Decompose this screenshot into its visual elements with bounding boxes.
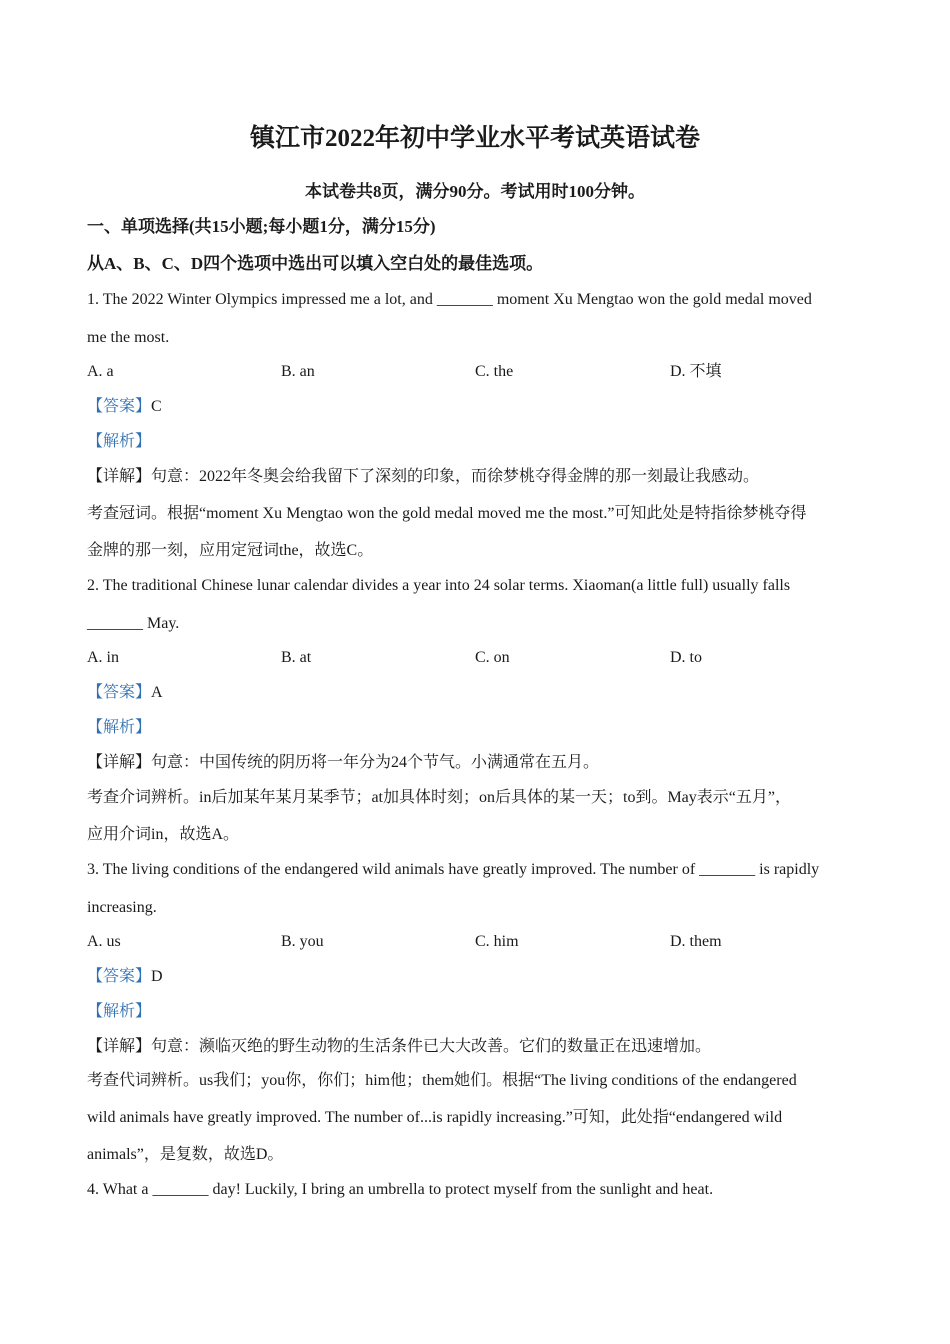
question-1-option-a: A. a	[87, 363, 114, 380]
question-4-stem-line-1: 4. What a _______ day! Luckily, I bring an umbrella to protect myself from the sunlight and heat.	[87, 1181, 714, 1198]
question-2-detail-line-3: 应用介词in，故选A。	[87, 826, 240, 843]
question-3-detail-line-2: 考查代词辨析。us我们；you你，你们；him他；them她们。根据“The living conditions of the endangered	[87, 1072, 797, 1089]
question-2-analysis-label: 【解析】	[87, 719, 152, 736]
question-1-analysis-label: 【解析】	[87, 433, 152, 450]
question-1-stem-line-2: me the most.	[87, 329, 170, 346]
question-3-answer	[87, 966, 163, 988]
question-1-option-c: C. the	[475, 363, 514, 380]
question-3-option-a: A. us	[87, 933, 121, 950]
question-2-option-a: A. in	[87, 649, 119, 666]
question-2-stem-line-2: _______ May.	[87, 615, 180, 632]
question-2-detail-line-1: 【详解】句意：中国传统的阴历将一年分为24个节气。小满通常在五月。	[87, 754, 600, 771]
answer-value: C	[151, 398, 162, 415]
page-title: 镇江市2022年初中学业水平考试英语试卷	[249, 125, 700, 152]
answer-label: 【答案】	[87, 398, 152, 415]
question-1-option-b: B. an	[281, 363, 315, 380]
question-1-answer	[87, 396, 162, 418]
question-2-option-d: D. to	[670, 649, 702, 666]
question-2-answer	[87, 682, 163, 704]
answer-value: D	[151, 968, 163, 985]
question-3-detail-line-4: animals”，是复数，故选D。	[87, 1146, 284, 1163]
answer-value: A	[151, 684, 163, 701]
question-1-detail-line-3: 金牌的那一刻，应用定冠词the，故选C。	[87, 542, 374, 559]
question-2-option-c: C. on	[475, 649, 510, 666]
question-3-option-c: C. him	[475, 933, 519, 950]
answer-label: 【答案】	[87, 968, 152, 985]
section-instruction: 从A、B、C、D四个选项中选出可以填入空白处的最佳选项。	[87, 254, 544, 273]
answer-label: 【答案】	[87, 684, 152, 701]
question-1-detail-line-1: 【详解】句意：2022年冬奥会给我留下了深刻的印象，而徐梦桃夺得金牌的那一刻最让我感动。	[87, 468, 760, 485]
question-2-option-b: B. at	[281, 649, 312, 666]
question-2-detail-line-2: 考查介词辨析。in后加某年某月某季节；at加具体时刻；on后具体的某一天；to到。May表示“五月”，	[87, 789, 791, 806]
section-heading: 一、单项选择(共15小题;每小题1分，满分15分)	[87, 217, 436, 236]
question-3-detail-line-1: 【详解】句意：濒临灭绝的野生动物的生活条件已大大改善。它们的数量正在迅速增加。	[87, 1038, 712, 1055]
question-3-analysis-label: 【解析】	[87, 1003, 152, 1020]
question-3-option-d: D. them	[670, 933, 722, 950]
question-2-stem-line-1: 2. The traditional Chinese lunar calendar divides a year into 24 solar terms. Xiaoman(a little full) usually falls	[87, 577, 791, 594]
question-1-option-d: D. 不填	[670, 363, 722, 380]
question-3-option-b: B. you	[281, 933, 324, 950]
question-3-stem-line-1: 3. The living conditions of the endangered wild animals have greatly improved. The number of _______ is rapidly	[87, 861, 820, 878]
question-1-detail-line-2: 考查冠词。根据“moment Xu Mengtao won the gold medal moved me the most.”可知此处是特指徐梦桃夺得	[87, 505, 807, 522]
question-1-stem-line-1: 1. The 2022 Winter Olympics impressed me a lot, and _______ moment Xu Mengtao won the gold medal moved	[87, 291, 812, 308]
exam-subtitle: 本试卷共8页，满分90分。考试用时100分钟。	[305, 182, 645, 201]
question-3-detail-line-3: wild animals have greatly improved. The number of...is rapidly increasing.”可知，此处指“endangered wild	[87, 1109, 783, 1126]
question-3-stem-line-2: increasing.	[87, 899, 157, 916]
